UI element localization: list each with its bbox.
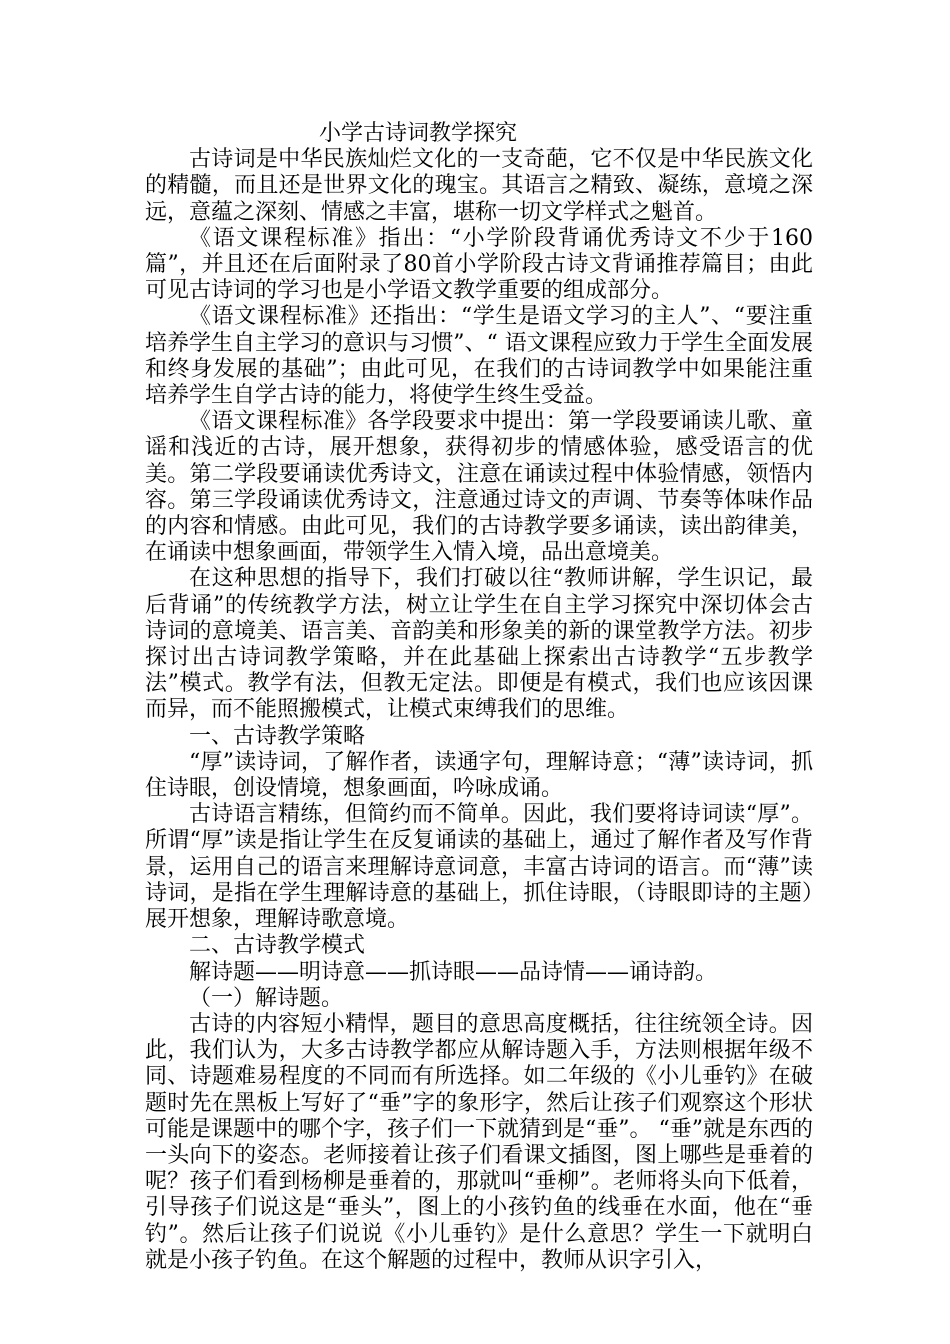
paragraph-strategy-summary: “厚”读诗词，了解作者，读通字句，理解诗意；“薄”读诗词，抓住诗眼，创设情境，想象画面，吟咏成诵。 [145, 749, 813, 802]
section-heading-model: 二、古诗教学模式 [189, 933, 366, 959]
paragraph-teaching-approach: 在这种思想的指导下，我们打破以往“教师讲解，学生识记，最后背诵”的传统教学方法，树立让学生在自主学习探究中深切体会古诗词的意境美、语言美、音韵美和形象美的新的课堂教学方法。初步探讨出古诗词教学策略，并在此基础上探索出古诗教学“五步教学法”模式。教学有法，但教无定法。即便是有模式，我们也应该因课而异，而不能照搬模式，让模式束缚我们的思维。 [145, 566, 813, 723]
document-title: 小学古诗词教学探究 [319, 121, 518, 146]
paragraph-title-explanation: 古诗的内容短小精悍，题目的意思高度概括，往往统领全诗。因此，我们认为，大多古诗教学都应从解诗题入手，方法则根据年级不同、诗题难易程度的不同而有所选择。如二年级的《小儿垂钓》在破题时先在黑板上写好了“垂”字的象形字，然后让孩子们观察这个形状可能是课题中的哪个字，孩子们一下就猜到是“垂”。 “垂”就是东西的一头向下的姿态。老师接着让孩子们看课文插图，图上哪些是垂着的呢？孩子们看到杨柳是垂着的，那就叫“垂柳”。老师将头向下低着，引导孩子们说这是“垂头”，图上的小孩钓鱼的线垂在水面，他在“垂钓”。然后让孩子们说说《小儿垂钓》是什么意思？学生一下就明白就是小孩子钓鱼。在这个解题的过程中，教师从识字引入， [145, 1011, 813, 1273]
paragraph-standard-quote-2: 《语文课程标准》还指出：“学生是语文学习的主人”、“要注重培养学生自主学习的意识与习惯”、“ 语文课程应致力于学生全面发展和终身发展的基础”；由此可见，在我们的古诗词教学中如果能注重培养学生自学古诗的能力，将使学生终生受益。 [145, 304, 813, 409]
document-body [145, 121, 813, 1274]
paragraph-stage-requirements: 《语文课程标准》各学段要求中提出：第一学段要诵读儿歌、童谣和浅近的古诗，展开想象，获得初步的情感体验，感受语言的优美。第二学段要诵读优秀诗文，注意在诵读过程中体验情感，领悟内容。第三学段诵读优秀诗文，注意通过诗文的声调、节奏等体味作品的内容和情感。由此可见，我们的古诗教学要多诵读，读出韵律美，在诵读中想象画面，带领学生入情入境，品出意境美。 [145, 409, 813, 566]
paragraph-strategy-detail: 古诗语言精练，但简约而不简单。因此，我们要将诗词读“厚”。所谓“厚”读是指让学生在反复诵读的基础上，通过了解作者及写作背景，运用自己的语言来理解诗意词意，丰富古诗词的语言。而“薄”读诗词，是指在学生理解诗意的基础上，抓住诗眼，（诗眼即诗的主题）展开想象，理解诗歌意境。 [145, 802, 813, 933]
paragraph-standard-quote-1: 《语文课程标准》指出：“小学阶段背诵优秀诗文不少于160篇”，并且还在后面附录了80首小学阶段古诗文背诵推荐篇目；由此可见古诗词的学习也是小学语文教学重要的组成部分。 [145, 225, 813, 304]
section-heading-strategy: 一、古诗教学策略 [189, 723, 366, 749]
subsection-heading-title: （一）解诗题。 [189, 985, 344, 1011]
paragraph-model-steps: 解诗题——明诗意——抓诗眼——品诗情——诵诗韵。 [189, 959, 718, 985]
paragraph-intro: 古诗词是中华民族灿烂文化的一支奇葩，它不仅是中华民族文化的精髓，而且还是世界文化的瑰宝。其语言之精致、凝练，意境之深远，意蕴之深刻、情感之丰富，堪称一切文学样式之魁首。 [145, 147, 813, 225]
